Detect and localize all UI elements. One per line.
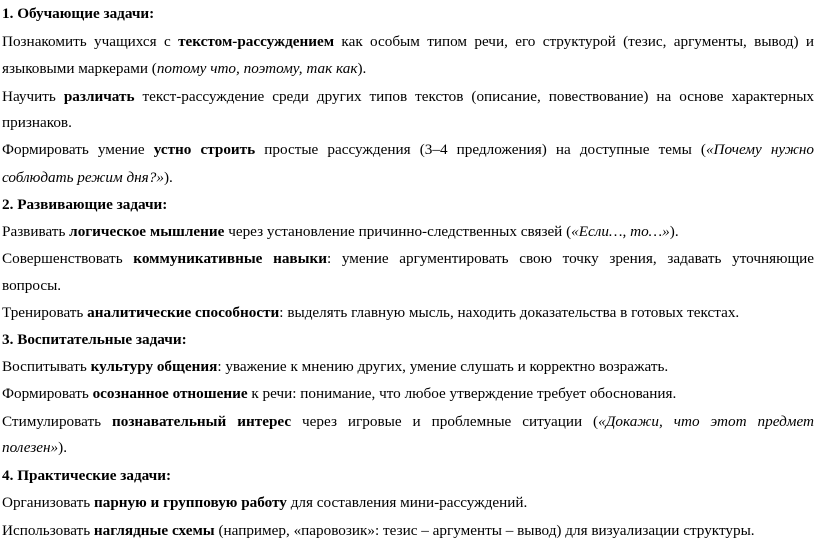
emphasis-term: парную и групповую работу (93, 494, 287, 511)
text-run: Формировать (2, 385, 93, 402)
emphasis-term: познавательный интерес (111, 413, 292, 430)
paragraph-line (2, 87, 814, 107)
emphasis-term: логическое мышление (69, 223, 225, 240)
paragraph-line (2, 59, 814, 79)
section-heading-text: 2. Развивающие задачи: (2, 196, 168, 213)
paragraph-line (2, 32, 814, 52)
text-run: ). (58, 439, 68, 456)
example-phrase: полезен» (2, 439, 59, 456)
example-phrase: соблюдать режим дня?» (2, 169, 164, 186)
emphasis-term: текстом-рассуждением (178, 33, 335, 50)
text-run: : выделять главную мысль, находить доказательства в готовых текстах. (279, 304, 740, 321)
example-phrase: «Докажи, что этот предмет (598, 413, 814, 430)
text-run: : уважение к мнению других, умение слушать и корректно возражать. (217, 358, 669, 375)
paragraph-line (2, 140, 814, 160)
text-run: ). (357, 60, 367, 77)
text-run: (например, «паровозик»: тезис – аргументы – вывод) для визуализации структуры. (214, 522, 755, 539)
emphasis-term: наглядные схемы (93, 522, 215, 539)
section-heading (2, 195, 814, 215)
emphasis-term: культуру общения (90, 358, 218, 375)
text-run: Формировать умение (2, 141, 154, 158)
paragraph-line (2, 521, 814, 541)
paragraph-line (2, 276, 814, 296)
paragraph-line (2, 438, 814, 458)
text-run: Использовать (2, 522, 94, 539)
section-heading (2, 466, 814, 486)
text-run: : умение аргументировать свою точку зрения, задавать уточняющие (327, 250, 815, 267)
emphasis-term: осознанное отношение (92, 385, 248, 402)
text-run: через игровые и проблемные ситуации ( (291, 413, 599, 430)
section-heading-text: 1. Обучающие задачи: (2, 5, 155, 22)
example-phrase: «Если…, то…» (571, 223, 670, 240)
text-run: Воспитывать (2, 358, 91, 375)
text-run: вопросы. (2, 277, 62, 294)
section-heading-text: 3. Воспитательные задачи: (2, 331, 187, 348)
emphasis-term: устно строить (153, 141, 256, 158)
section-heading (2, 4, 814, 24)
paragraph-line (2, 168, 814, 188)
paragraph-line (2, 303, 814, 323)
text-run: Стимулировать (2, 413, 112, 430)
text-run: Научить (2, 88, 64, 105)
text-run: признаков. (2, 114, 72, 131)
paragraph-line (2, 222, 814, 242)
example-phrase: потому что, поэтому, так как (156, 60, 358, 77)
text-run: ). (163, 169, 173, 186)
text-run: Совершенствовать (2, 250, 134, 267)
text-run: к речи: понимание, что любое утверждение требует обоснования. (247, 385, 677, 402)
text-run: ). (669, 223, 679, 240)
text-run: языковыми маркерами ( (2, 60, 157, 77)
text-run: текст-рассуждение среди других типов текстов (описание, повествование) на основе характерных (134, 88, 814, 105)
emphasis-term: различать (63, 88, 135, 105)
paragraph-line (2, 249, 814, 269)
paragraph-line (2, 357, 814, 377)
paragraph-line (2, 493, 814, 513)
example-phrase: «Почему нужно (705, 141, 814, 158)
emphasis-term: коммуникативные навыки (133, 250, 327, 267)
text-run: Организовать (2, 494, 94, 511)
paragraph-line (2, 412, 814, 432)
emphasis-term: аналитические способности (87, 304, 280, 321)
paragraph-line (2, 113, 814, 133)
section-heading-text: 4. Практические задачи: (2, 467, 172, 484)
text-run: Познакомить учащихся с (2, 33, 179, 50)
text-run: как особым типом речи, его структурой (тезис, аргументы, вывод) и (334, 33, 814, 50)
text-run: для составления мини-рассуждений. (286, 494, 528, 511)
text-run: Тренировать (2, 304, 88, 321)
section-heading (2, 330, 814, 350)
text-run: простые рассуждения (3–4 предложения) на доступные темы ( (255, 141, 706, 158)
text-run: через установление причинно-следственных связей ( (224, 223, 572, 240)
text-run: Развивать (2, 223, 70, 240)
paragraph-line (2, 384, 814, 404)
